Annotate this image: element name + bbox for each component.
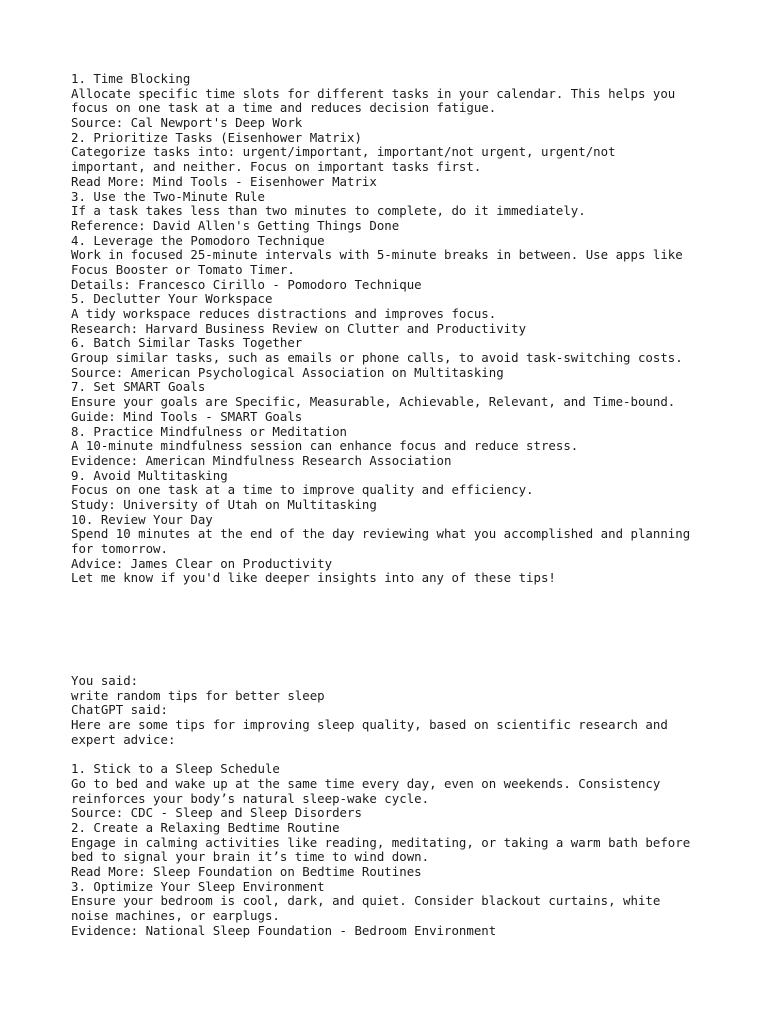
tip-text: A tidy workspace reduces distractions and improves focus. xyxy=(71,306,497,321)
tip-heading: 4. Leverage the Pomodoro Technique xyxy=(71,232,325,248)
tip-heading: 5. Declutter Your Workspace xyxy=(71,291,273,307)
tip-text: bed to signal your brain it’s time to wind down. xyxy=(71,849,430,865)
tip-text: Ensure your goals are Specific, Measurable, Achievable, Relevant, and Time-bound. xyxy=(71,394,676,410)
tip-heading: 7. Set SMART Goals xyxy=(71,379,206,395)
assistant-label: ChatGPT said: xyxy=(71,702,168,718)
tip-source: Source: CDC - Sleep and Sleep Disorders xyxy=(71,805,362,821)
tip-text: Focus on one task at a time to improve quality and efficiency. xyxy=(71,482,534,498)
tip-source: Study: University of Utah on Multitasking xyxy=(71,496,377,512)
assistant-intro: expert advice: xyxy=(71,731,176,747)
tip-source: Reference: David Allen's Getting Things Done xyxy=(71,217,400,233)
tip-heading: 6. Batch Similar Tasks Together xyxy=(71,335,303,351)
tip-source: Source: American Psychological Association on Multitasking xyxy=(71,364,504,380)
tip-text: reinforces your body’s natural sleep-wake cycle. xyxy=(71,790,430,806)
tip-text: Categorize tasks into: urgent/important, important/not urgent, urgent/not xyxy=(71,144,616,160)
tip-source: Research: Harvard Business Review on Clutter and Productivity xyxy=(71,320,527,336)
document-page xyxy=(71,72,711,938)
user-message: write random tips for better sleep xyxy=(71,687,325,703)
tip-text: important, and neither. Focus on important tasks first. xyxy=(71,159,482,175)
tip-heading: 2. Prioritize Tasks (Eisenhower Matrix) xyxy=(71,129,362,145)
tip-source: Details: Francesco Cirillo - Pomodoro Technique xyxy=(71,276,422,292)
tip-text: focus on one task at a time and reduces decision fatigue. xyxy=(71,100,497,116)
user-label: You said: xyxy=(71,673,139,689)
tip-text: Spend 10 minutes at the end of the day reviewing what you accomplished and planning xyxy=(71,526,691,542)
tip-text: Ensure your bedroom is cool, dark, and quiet. Consider blackout curtains, white xyxy=(71,893,661,909)
tip-source: Read More: Sleep Foundation on Bedtime Routines xyxy=(71,864,422,879)
tip-heading: 3. Use the Two-Minute Rule xyxy=(71,188,265,204)
tip-text: A 10-minute mindfulness session can enhance focus and reduce stress. xyxy=(71,438,579,454)
tip-heading: 3. Optimize Your Sleep Environment xyxy=(71,878,325,894)
tip-text: Engage in calming activities like reading, meditating, or taking a warm bath before xyxy=(71,834,691,850)
blank-line xyxy=(71,748,711,763)
sleep-tips-section xyxy=(71,674,711,938)
productivity-tips-section xyxy=(71,72,711,586)
tip-heading: 1. Time Blocking xyxy=(71,71,191,86)
tip-source: Guide: Mind Tools - SMART Goals xyxy=(71,408,303,424)
tip-heading: 8. Practice Mindfulness or Meditation xyxy=(71,423,348,439)
tip-source: Advice: James Clear on Productivity xyxy=(71,555,333,571)
tip-text: noise machines, or earplugs. xyxy=(71,908,280,924)
tip-heading: 1. Stick to a Sleep Schedule xyxy=(71,761,280,777)
tip-heading: 9. Avoid Multitasking xyxy=(71,467,228,483)
closing-line: Let me know if you'd like deeper insights into any of these tips! xyxy=(71,570,556,586)
tip-text: Group similar tasks, such as emails or phone calls, to avoid task-switching costs. xyxy=(71,350,683,366)
tip-source: Source: Cal Newport's Deep Work xyxy=(71,115,303,131)
tip-text: Work in focused 25-minute intervals with 5-minute breaks in between. Use apps like xyxy=(71,247,683,263)
tip-source: Evidence: National Sleep Foundation - Bedroom Environment xyxy=(71,922,497,938)
tip-source: Read More: Mind Tools - Eisenhower Matrix xyxy=(71,173,377,189)
tip-text: If a task takes less than two minutes to complete, do it immediately. xyxy=(71,203,586,219)
tip-text: Allocate specific time slots for different tasks in your calendar. This helps you xyxy=(71,85,676,101)
tip-text: Go to bed and wake up at the same time every day, even on weekends. Consistency xyxy=(71,775,661,791)
tip-text: for tomorrow. xyxy=(71,541,168,556)
tip-heading: 2. Create a Relaxing Bedtime Routine xyxy=(71,819,340,835)
assistant-intro: Here are some tips for improving sleep quality, based on scientific research and xyxy=(71,717,668,733)
tip-heading: 10. Review Your Day xyxy=(71,511,213,527)
tip-text: Focus Booster or Tomato Timer. xyxy=(71,261,295,277)
tip-source: Evidence: American Mindfulness Research Association xyxy=(71,452,452,468)
section-spacer xyxy=(71,586,711,674)
